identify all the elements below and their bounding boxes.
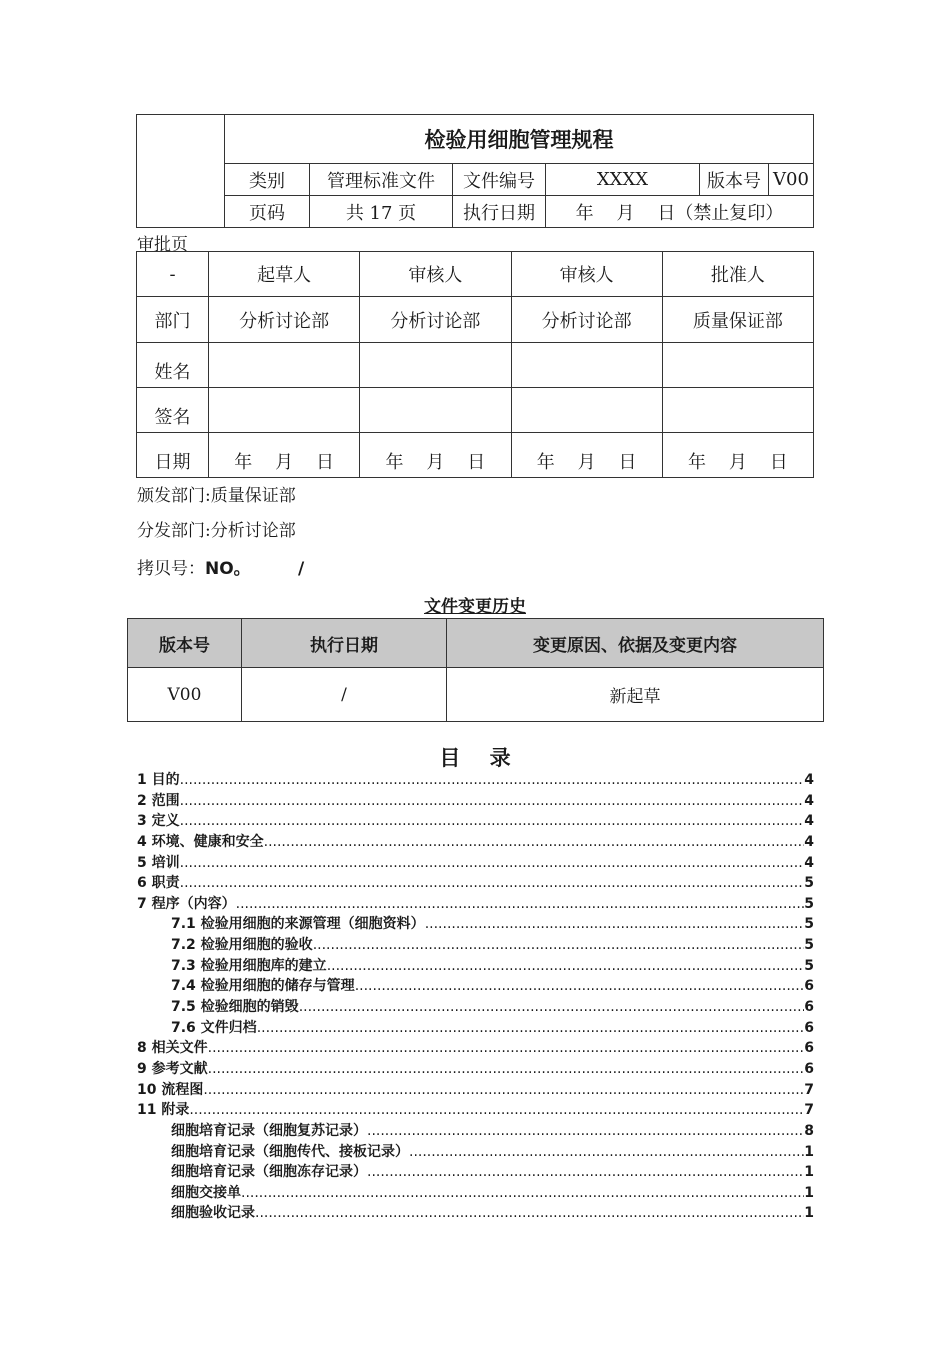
toc-dot-leader	[180, 811, 805, 832]
toc-dot-leader	[327, 956, 805, 977]
change-history-table	[127, 618, 824, 722]
category-label: 类别	[225, 164, 310, 196]
toc-entry-page: 1	[804, 1184, 814, 1201]
toc-dot-leader	[367, 1162, 804, 1183]
toc-dot-leader	[299, 997, 805, 1018]
table-of-contents	[137, 770, 814, 1224]
toc-entry[interactable]	[137, 894, 814, 915]
toc-dot-leader	[180, 791, 805, 812]
toc-entry[interactable]	[137, 770, 814, 791]
toc-entry-title: 7 程序（内容）	[137, 895, 236, 912]
toc-dot-leader	[241, 1183, 804, 1204]
approval-date-cell: 年 月 日	[360, 433, 511, 478]
toc-entry[interactable]	[137, 1203, 814, 1224]
toc-entry-page: 1	[804, 1143, 814, 1160]
toc-entry-title: 1 目的	[137, 772, 180, 788]
toc-dot-leader	[180, 853, 805, 874]
toc-entry[interactable]	[137, 914, 814, 935]
approval-cell[interactable]	[511, 343, 662, 388]
toc-entry[interactable]	[137, 976, 814, 997]
toc-entry-page: 1	[804, 1205, 814, 1222]
toc-dot-leader	[208, 1038, 805, 1059]
approval-section-label: 审批页	[137, 235, 188, 255]
toc-entry-title: 10 流程图	[137, 1081, 204, 1098]
toc-entry[interactable]	[137, 1059, 814, 1080]
toc-dot-leader	[180, 873, 805, 894]
toc-entry[interactable]	[137, 1121, 814, 1142]
approval-cell[interactable]	[511, 388, 662, 433]
toc-entry-page: 5	[804, 895, 814, 912]
toc-entry[interactable]	[137, 853, 814, 874]
approval-cell[interactable]	[360, 388, 511, 433]
approval-cell[interactable]	[662, 343, 813, 388]
approval-col-header: 审核人	[360, 252, 511, 297]
page-label: 页码	[225, 196, 310, 228]
toc-entry-page: 6	[804, 1060, 814, 1077]
history-cell: /	[242, 668, 447, 722]
toc-dot-leader	[189, 1100, 804, 1121]
document-header-table	[136, 114, 814, 228]
approval-cell: 质量保证部	[662, 297, 813, 343]
toc-entry[interactable]	[137, 1080, 814, 1101]
toc-dot-leader	[367, 1121, 804, 1142]
toc-entry-title: 11 附录	[137, 1102, 190, 1119]
toc-entry-page: 4	[804, 792, 814, 809]
toc-entry[interactable]	[137, 1038, 814, 1059]
toc-entry-title: 7.5 检验细胞的销毁	[171, 999, 299, 1016]
toc-entry-page: 5	[804, 937, 814, 954]
toc-entry-page: 5	[804, 916, 814, 933]
toc-entry-title: 4 环境、健康和安全	[137, 833, 264, 850]
approval-cell: 分析讨论部	[360, 297, 511, 343]
toc-dot-leader	[257, 1018, 805, 1039]
approval-cell[interactable]	[662, 388, 813, 433]
toc-entry-title: 7.6 文件归档	[171, 1019, 257, 1036]
toc-entry[interactable]	[137, 1142, 814, 1163]
toc-entry-title: 细胞培育记录（细胞冻存记录）	[171, 1164, 367, 1181]
effective-value: 年 月 日（禁止复印）	[546, 196, 814, 228]
issue-department: 颁发部门:质量保证部	[137, 486, 296, 506]
toc-entry-page: 1	[804, 1164, 814, 1181]
toc-dot-leader	[208, 1059, 805, 1080]
toc-entry-page: 6	[804, 1040, 814, 1057]
toc-title: 目 录	[439, 746, 511, 770]
toc-entry[interactable]	[137, 956, 814, 977]
toc-entry-title: 细胞培育记录（细胞复苏记录）	[171, 1122, 367, 1139]
toc-entry-page: 6	[804, 999, 814, 1016]
history-header-cell: 版本号	[128, 619, 242, 668]
toc-dot-leader	[203, 1080, 804, 1101]
distribution-department: 分发部门:分析讨论部	[137, 521, 296, 541]
toc-entry-page: 4	[804, 833, 814, 850]
toc-entry-page: 5	[804, 957, 814, 974]
approval-col-header: -	[137, 252, 209, 297]
approval-cell[interactable]	[209, 388, 360, 433]
approval-row-label: 姓名	[137, 343, 209, 388]
category-value: 管理标准文件	[310, 164, 453, 196]
toc-entry-page: 5	[804, 875, 814, 892]
history-cell: 新起草	[447, 668, 824, 722]
toc-entry-title: 7.1 检验用细胞的来源管理（细胞资料）	[171, 916, 425, 933]
approval-row-label: 部门	[137, 297, 209, 343]
copy-number	[137, 554, 304, 579]
approval-col-header: 审核人	[511, 252, 662, 297]
toc-dot-leader	[355, 976, 805, 997]
approval-col-header: 批准人	[662, 252, 813, 297]
toc-entry[interactable]	[137, 935, 814, 956]
toc-entry[interactable]	[137, 997, 814, 1018]
toc-dot-leader	[409, 1142, 804, 1163]
toc-entry-title: 9 参考文献	[137, 1060, 208, 1077]
history-header-cell: 执行日期	[242, 619, 447, 668]
toc-dot-leader	[264, 832, 805, 853]
change-history-title: 文件变更历史	[424, 597, 526, 617]
toc-entry-title: 5 培训	[137, 854, 180, 871]
history-cell: V00	[128, 668, 242, 722]
toc-entry-title: 3 定义	[137, 813, 180, 830]
approval-col-header: 起草人	[209, 252, 360, 297]
logo-cell	[137, 115, 225, 228]
toc-entry-title: 7.3 检验用细胞库的建立	[171, 957, 327, 974]
toc-entry-page: 4	[804, 854, 814, 871]
history-header-cell: 变更原因、依据及变更内容	[447, 619, 824, 668]
approval-cell: 分析讨论部	[209, 297, 360, 343]
toc-entry-title: 细胞交接单	[171, 1184, 241, 1201]
toc-dot-leader	[236, 894, 805, 915]
toc-entry-title: 7.4 检验用细胞的储存与管理	[171, 978, 355, 995]
toc-entry-page: 4	[804, 772, 814, 788]
version-value: V00	[769, 164, 814, 196]
toc-entry[interactable]	[137, 811, 814, 832]
toc-entry-page: 7	[804, 1102, 814, 1119]
toc-dot-leader	[180, 770, 805, 791]
toc-entry-title: 细胞验收记录	[171, 1205, 255, 1222]
toc-entry-title: 7.2 检验用细胞的验收	[171, 937, 313, 954]
toc-entry[interactable]	[137, 1183, 814, 1204]
toc-entry[interactable]	[137, 873, 814, 894]
toc-dot-leader	[313, 935, 805, 956]
toc-entry-title: 6 职责	[137, 875, 180, 892]
approval-date-cell: 年 月 日	[209, 433, 360, 478]
approval-table	[136, 251, 814, 478]
approval-date-cell: 年 月 日	[511, 433, 662, 478]
effective-label: 执行日期	[453, 196, 546, 228]
toc-entry-page: 6	[804, 978, 814, 995]
toc-entry[interactable]	[137, 791, 814, 812]
toc-entry[interactable]	[137, 1162, 814, 1183]
toc-entry-page: 8	[804, 1122, 814, 1139]
toc-entry-title: 细胞培育记录（细胞传代、接板记录）	[171, 1143, 409, 1160]
toc-entry[interactable]	[137, 1100, 814, 1121]
toc-entry-title: 2 范围	[137, 792, 180, 809]
approval-cell[interactable]	[360, 343, 511, 388]
toc-entry[interactable]	[137, 832, 814, 853]
approval-cell[interactable]	[209, 343, 360, 388]
page-value: 共 17 页	[310, 196, 453, 228]
docno-label: 文件编号	[453, 164, 546, 196]
docno-value: XXXX	[546, 164, 700, 196]
toc-entry-page: 6	[804, 1019, 814, 1036]
toc-entry-page: 4	[804, 813, 814, 830]
toc-dot-leader	[425, 914, 805, 935]
approval-row-label: 日期	[137, 433, 209, 478]
toc-entry-page: 7	[804, 1081, 814, 1098]
toc-entry[interactable]	[137, 1018, 814, 1039]
approval-row-label: 签名	[137, 388, 209, 433]
toc-dot-leader	[255, 1203, 804, 1224]
approval-date-cell: 年 月 日	[662, 433, 813, 478]
copy-number-label: 拷贝号：	[137, 559, 205, 579]
version-label: 版本号	[700, 164, 769, 196]
toc-entry-title: 8 相关文件	[137, 1040, 208, 1057]
approval-cell: 分析讨论部	[511, 297, 662, 343]
document-title: 检验用细胞管理规程	[225, 115, 814, 164]
copy-number-value: NO。 /	[205, 559, 305, 579]
